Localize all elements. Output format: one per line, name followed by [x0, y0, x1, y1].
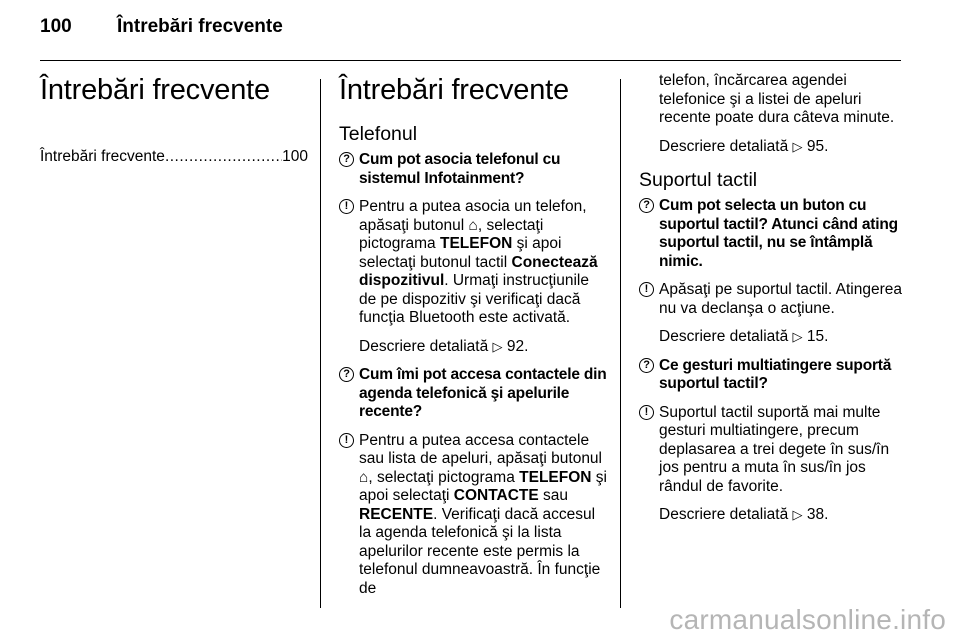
- question-icon: ?: [639, 198, 654, 213]
- question-text: Cum pot selecta un buton cu suportul tactil? Atunci când ating suportul tactil, nu se întâmplă nimic.: [659, 197, 898, 270]
- answer-icon: !: [339, 199, 354, 214]
- answer-text: Pentru a putea asocia un telefon, apăsaţi butonul: [359, 198, 587, 234]
- cross-reference[interactable]: [639, 328, 909, 347]
- column-divider: [320, 79, 321, 608]
- subsection-heading: Telefonul: [339, 123, 418, 145]
- reference-text: Descriere detaliată: [359, 337, 489, 355]
- toc-entry[interactable]: [40, 148, 308, 166]
- cross-reference[interactable]: [339, 338, 609, 357]
- answer-text: . Urmaţi instrucţiunile de pe dispozitiv şi verificaţi dacă funcţia Bluetooth este activată.: [359, 272, 589, 326]
- answer: [339, 198, 609, 328]
- arrow-icon: ▷: [792, 329, 803, 344]
- answer-text: sau: [538, 487, 569, 504]
- answer-text: Pentru a putea accesa contactele sau lista de apeluri, apăsaţi butonul: [359, 431, 602, 467]
- right-column: [639, 72, 909, 535]
- toc-page: 100: [282, 148, 308, 165]
- header-title: Întrebări frecvente: [117, 16, 283, 37]
- answer-text: Suportul tactil suportă mai multe gesturi multiatingere, precum deplasarea a trei degete în sus/în jos pentru a muta în sus/în jos rândul de favorite.: [659, 403, 890, 495]
- middle-column: [339, 72, 609, 598]
- question: [339, 366, 609, 422]
- toc-label: Întrebări frecvente: [40, 148, 165, 165]
- arrow-icon: ▷: [792, 138, 803, 154]
- question-text: Cum pot asocia telefonul cu sistemul Infotainment?: [359, 151, 561, 187]
- question-icon: ?: [339, 367, 354, 382]
- watermark: carmanualsonline.info: [669, 604, 946, 635]
- reference-page: 95.: [806, 137, 829, 155]
- question-text: Cum îmi pot accesa contactele din agenda telefonică şi apelurile recente?: [359, 366, 607, 420]
- answer-emphasis: RECENTE: [359, 505, 434, 523]
- answer-continuation: telefon, încărcarea agendei telefonice şi a listei de apeluri recente poate dura câteva minute.: [659, 72, 895, 126]
- question: [339, 151, 609, 188]
- answer-icon: !: [639, 282, 654, 297]
- header-rule: [40, 60, 901, 61]
- question-text: Ce gesturi multiatingere suportă suportul tactil?: [659, 356, 892, 392]
- reference-text: Descriere detaliată: [659, 328, 789, 345]
- chapter-title: Întrebări frecvente: [40, 74, 270, 106]
- cross-reference[interactable]: [639, 138, 909, 157]
- reference-page: 15.: [806, 328, 829, 345]
- answer: [639, 281, 909, 318]
- reference-page: 92.: [506, 337, 529, 355]
- question-icon: ?: [639, 358, 654, 373]
- answer-emphasis: CONTACTE: [453, 487, 539, 504]
- question: [639, 197, 909, 271]
- answer-text: . Verificaţi dacă accesul la agenda telefonică şi la lista apelurilor recente este permis la telefonul dumneavoastră. În funcţie de: [359, 505, 601, 597]
- answer-emphasis: TELEFON: [519, 468, 592, 486]
- home-icon: ⌂: [359, 468, 369, 486]
- answer-icon: !: [639, 405, 654, 420]
- reference-page: 38.: [806, 506, 829, 523]
- answer-text: Apăsaţi pe suportul tactil. Atingerea nu va declanşa o acţiune.: [659, 281, 902, 317]
- left-column: [40, 72, 308, 166]
- answer-text: , selectaţi pictograma: [359, 216, 544, 252]
- arrow-icon: ▷: [492, 338, 503, 354]
- question-icon: ?: [339, 152, 354, 167]
- answer-icon: !: [339, 433, 354, 448]
- answer: [339, 432, 609, 599]
- answer-text: şi apoi selectaţi butonul tactil: [359, 235, 562, 271]
- answer-emphasis: Conectează dispozitivul: [359, 253, 598, 289]
- home-icon: ⌂: [468, 216, 478, 234]
- answer-emphasis: TELEFON: [439, 235, 513, 252]
- arrow-icon: ▷: [792, 507, 803, 522]
- page-number: 100: [40, 16, 72, 37]
- reference-text: Descriere detaliată: [659, 506, 789, 523]
- subsection-heading: Suportul tactil: [639, 169, 758, 191]
- column-divider: [620, 79, 621, 608]
- cross-reference[interactable]: [639, 506, 909, 525]
- answer-text: şi apoi selectaţi: [359, 468, 607, 504]
- answer: [639, 404, 909, 497]
- reference-text: Descriere detaliată: [659, 137, 789, 155]
- answer-text: , selectaţi pictograma: [368, 468, 520, 486]
- question: [639, 357, 909, 394]
- toc-leader-dots: [165, 148, 282, 166]
- section-title: Întrebări frecvente: [339, 74, 569, 106]
